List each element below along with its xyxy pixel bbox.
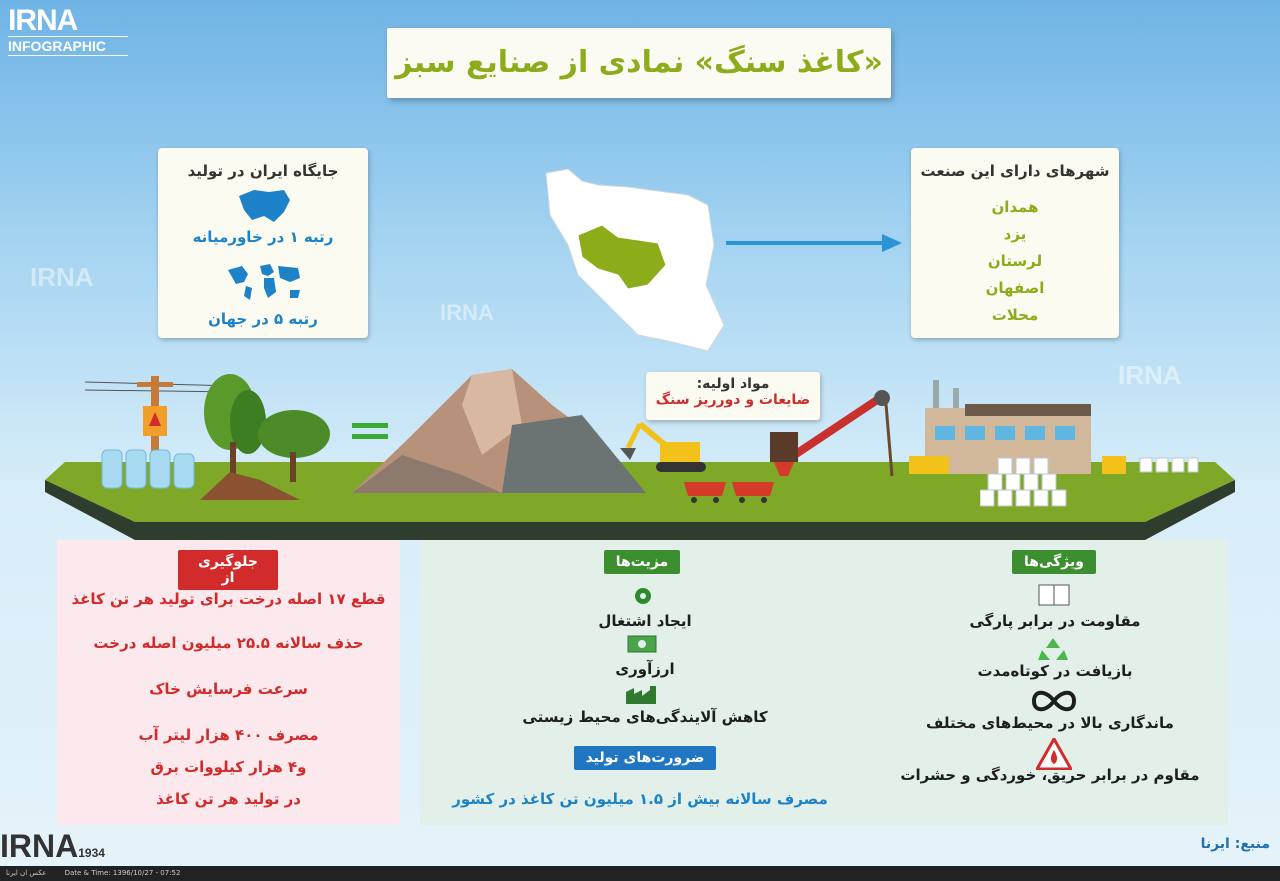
tear-paper-icon — [1038, 584, 1070, 606]
arrow-right-icon — [726, 232, 902, 254]
prevention-item: مصرف ۴۰۰ هزار لیتر آب — [138, 726, 319, 744]
footer-bar — [0, 866, 1280, 881]
logo-sub: INFOGRAPHIC — [8, 36, 128, 56]
source-label: منبع: ایرنا — [1200, 836, 1270, 852]
iran-map — [538, 165, 738, 355]
trees-icon — [190, 372, 340, 502]
advantage-item: ایجاد اشتغال — [598, 612, 692, 630]
rail-carts-icon — [682, 478, 778, 504]
bottom-logo-year: 1934 — [78, 846, 105, 860]
watermark: IRNA — [1118, 360, 1182, 390]
cities-card — [911, 148, 1119, 338]
conveyor-icon — [770, 388, 900, 480]
footer-credit: عکس ان ایرنا — [6, 869, 47, 877]
iran-position-card — [158, 148, 368, 338]
footer-date: Date & Time: 1396/10/27 - 07:52 — [64, 869, 181, 877]
features-tag-wrap — [1004, 550, 1104, 574]
iran-position-title: جایگاه ایران در تولید — [187, 162, 339, 180]
rank-world: رتبه ۵ در جهان — [208, 310, 318, 328]
advantages-tag-wrap — [592, 550, 692, 574]
money-icon — [627, 634, 657, 654]
city-item: همدان — [991, 198, 1039, 216]
excavator-icon — [620, 418, 710, 474]
water-bottles-icon — [100, 440, 196, 490]
feature-item: مقاوم در برابر حریق، خوردگی و حشرات — [900, 766, 1200, 784]
paper-rolls-icon — [980, 452, 1200, 512]
bottom-logo — [0, 828, 105, 865]
raw-material-value: ضایعات و دورریز سنگ — [655, 392, 811, 408]
bottom-logo-name: IRNA — [0, 828, 79, 864]
city-item: یزد — [1003, 225, 1027, 243]
watermark: IRNA — [440, 300, 494, 325]
city-item: اصفهان — [985, 279, 1045, 297]
prevention-item: قطع ۱۷ اصله درخت برای تولید هر تن کاغذ — [71, 590, 386, 608]
infinity-icon — [1032, 690, 1076, 712]
cities-title: شهرهای دارای این صنعت — [920, 162, 1110, 180]
factory-small-icon — [626, 684, 658, 704]
mountain-icon — [352, 365, 646, 493]
world-map-icon — [224, 260, 304, 304]
middle-east-map-icon — [234, 186, 294, 226]
page-title: «کاغذ سنگ» نمادی از صنایع سبز — [395, 45, 883, 80]
necessity-text: مصرف سالانه بیش از ۱.۵ میلیون تن کاغذ در کشور — [452, 790, 828, 808]
necessity-tag: ضرورت‌های تولید — [574, 746, 717, 770]
prevention-item: در تولید هر تن کاغذ — [156, 790, 301, 808]
logo-name: IRNA — [8, 4, 78, 37]
gear-icon — [631, 584, 655, 608]
prevention-item: سرعت فرسایش خاک — [149, 680, 308, 698]
recycle-icon — [1038, 636, 1068, 662]
title-banner — [387, 28, 891, 98]
advantage-item: ارزآوری — [615, 660, 675, 678]
feature-item: بازیافت در کوتاه‌مدت — [977, 662, 1133, 680]
raw-material-label: مواد اولیه: — [696, 376, 770, 392]
city-item: لرستان — [987, 252, 1043, 270]
city-item: محلات — [991, 306, 1039, 324]
feature-item: ماندگاری بالا در محیط‌های مختلف — [926, 714, 1174, 732]
irna-logo — [8, 6, 128, 56]
necessity-tag-wrap — [560, 746, 730, 770]
prevention-tag: جلوگیری از — [178, 550, 278, 590]
prevention-item: و۴ هزار کیلووات برق — [150, 758, 307, 776]
prevention-tag-wrap — [178, 550, 278, 590]
features-tag: ویژگی‌ها — [1012, 550, 1096, 574]
prevention-item: حذف سالانه ۲۵.۵ میلیون اصله درخت — [93, 634, 364, 652]
watermark: IRNA — [30, 262, 94, 292]
advantages-tag: مزیت‌ها — [604, 550, 680, 574]
advantage-item: کاهش آلایندگی‌های محیط زیستی — [522, 708, 768, 726]
rank-mideast: رتبه ۱ در خاورمیانه — [192, 228, 334, 246]
feature-item: مقاومت در برابر پارگی — [969, 612, 1141, 630]
